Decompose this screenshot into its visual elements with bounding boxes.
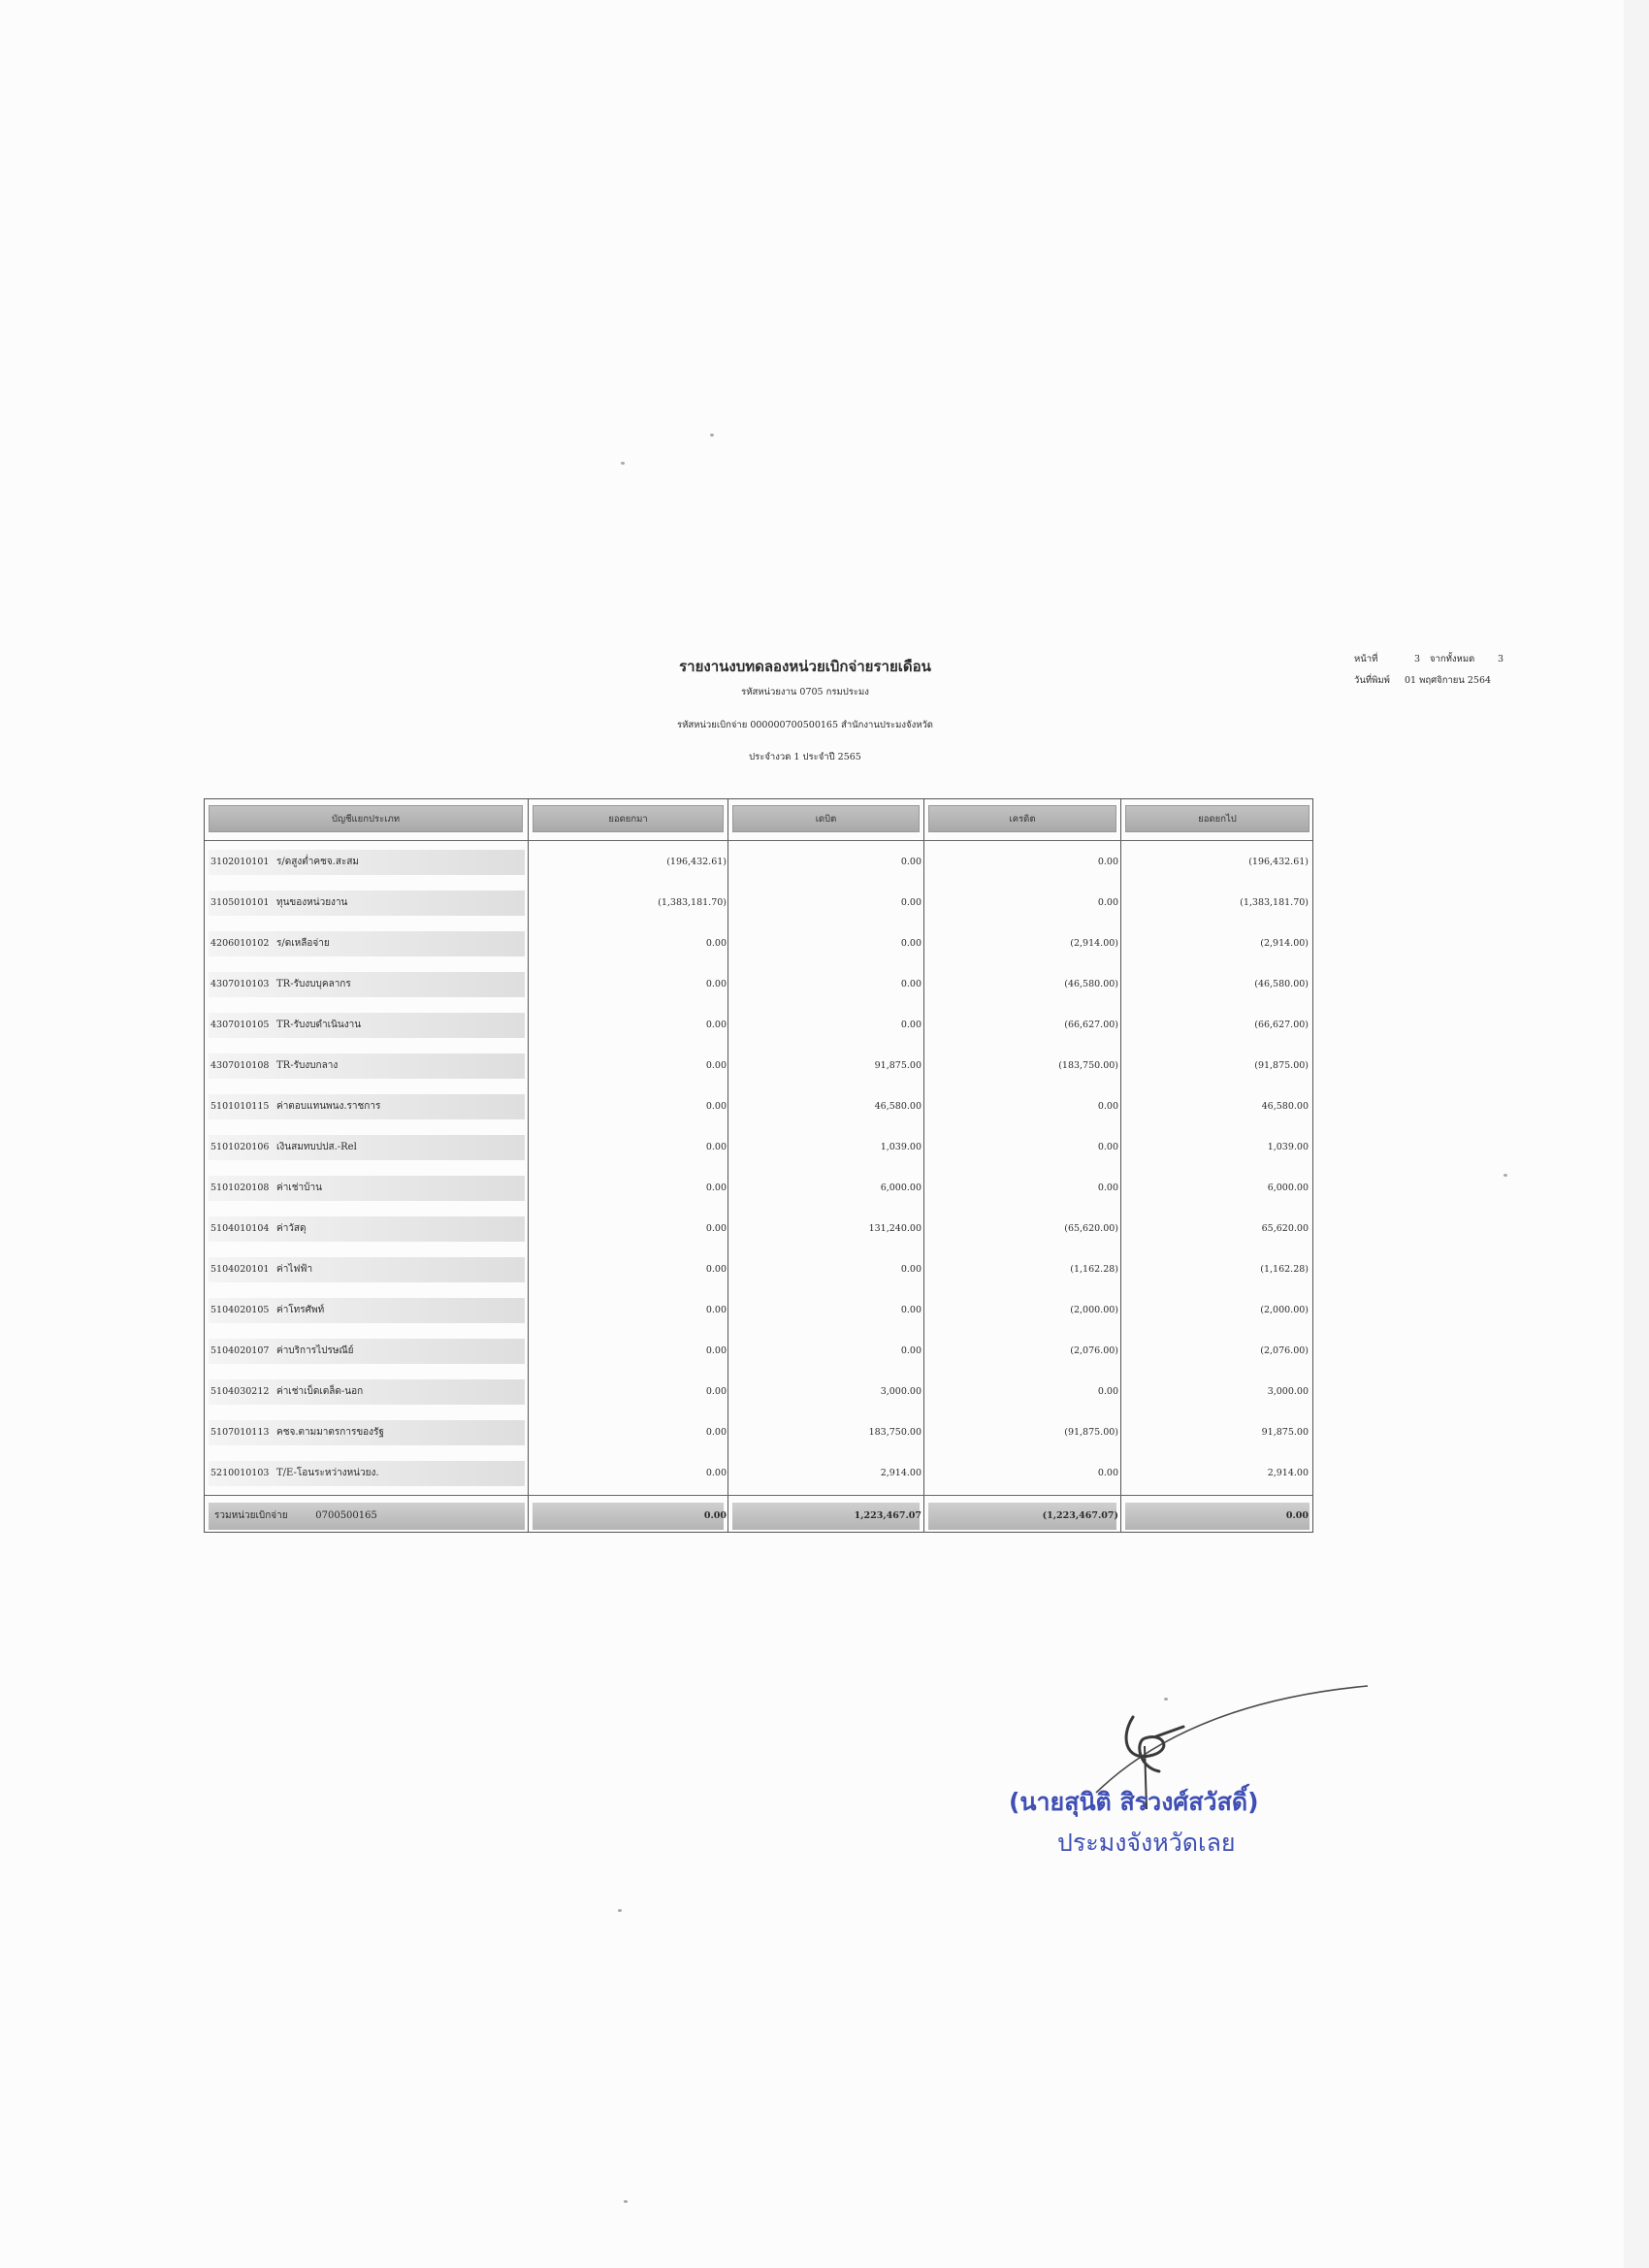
debit-value: 0.00 [900,1345,922,1356]
account-code: 5104020105 [210,1305,270,1315]
debit-value: 0.00 [900,1264,922,1275]
account-code: 5104020101 [210,1264,270,1275]
of-label: จากทั้งหมด [1430,654,1475,664]
table-row [205,1011,1312,1040]
column-header-opening: ยอดยกมา [533,805,724,832]
total-unit-code: 0700500165 [315,1510,377,1521]
opening-value: 0.00 [705,1183,727,1193]
opening-value: (196,432.61) [666,857,727,867]
closing-value: 6,000.00 [1267,1183,1309,1193]
column-header-debit: เดบิต [732,805,920,832]
credit-value: 0.00 [1097,1386,1118,1397]
closing-value: (196,432.61) [1248,857,1309,867]
account-name: ค่าวัสดุ [276,1223,307,1234]
account-name: ค่าเช่าเบ็ดเตล็ด-นอก [276,1386,364,1397]
signer-name: (นายสุนิติ สิรวงศ์สวัสดิ์) [1009,1788,1259,1816]
opening-value: 0.00 [705,1386,727,1397]
table-row [205,970,1312,999]
column-header-closing: ยอดยกไป [1125,805,1310,832]
total-pages: 3 [1497,654,1504,664]
credit-value: (183,750.00) [1058,1060,1118,1071]
page-label: หน้าที่ [1354,654,1378,664]
credit-value: 0.00 [1097,1101,1118,1112]
debit-value: 2,914.00 [880,1468,922,1478]
credit-value: 0.00 [1097,1468,1118,1478]
print-date-info [1354,673,1491,688]
account-name: T/E-โอนระหว่างหน่วยง. [276,1468,379,1478]
credit-value: (46,580.00) [1064,979,1118,989]
opening-value: 0.00 [705,1427,727,1438]
account-code: 5101020106 [210,1142,270,1152]
total-closing: 0.00 [1285,1510,1309,1521]
closing-value: 65,620.00 [1261,1223,1309,1234]
closing-value: 1,039.00 [1267,1142,1309,1152]
closing-value: (46,580.00) [1254,979,1309,989]
scan-speck [618,1909,622,1912]
opening-value: 0.00 [705,1223,727,1234]
print-date-label: วันที่พิมพ์ [1354,675,1390,686]
opening-value: 0.00 [705,1264,727,1275]
debit-value: 0.00 [900,857,922,867]
debit-value: 131,240.00 [868,1223,922,1234]
credit-value: (2,914.00) [1070,938,1118,949]
credit-value: (66,627.00) [1064,1020,1118,1030]
account-name: ค่าเช่าบ้าน [276,1183,322,1193]
table-row [205,1174,1312,1203]
closing-value: 3,000.00 [1267,1386,1309,1397]
closing-value: (1,383,181.70) [1240,897,1309,908]
closing-value: (1,162.28) [1260,1264,1309,1275]
table-row [205,1459,1312,1488]
debit-value: 0.00 [900,1305,922,1315]
account-name: คชจ.ตามมาตรการของรัฐ [276,1427,384,1438]
total-label-text: รวมหน่วยเบิกจ่าย [214,1510,288,1521]
account-code: 4307010103 [210,979,270,989]
account-code: 4307010108 [210,1060,270,1071]
scan-speck [624,2200,628,2203]
closing-value: (66,627.00) [1254,1020,1309,1030]
table-row [205,929,1312,958]
total-divider [205,1495,1312,1496]
table-row [205,1377,1312,1407]
opening-value: 0.00 [705,1142,727,1152]
credit-value: 0.00 [1097,1183,1118,1193]
opening-value: 0.00 [705,979,727,989]
debit-value: 0.00 [900,1020,922,1030]
closing-value: 91,875.00 [1261,1427,1309,1438]
opening-value: 0.00 [705,938,727,949]
total-credit: (1,223,467.07) [1042,1510,1118,1521]
column-header-account: บัญชีแยกประเภท [209,805,523,832]
period-line: ประจำงวด 1 ประจำปี 2565 [749,752,861,762]
table-row [205,1418,1312,1447]
table-row [205,848,1312,877]
table-row [205,1215,1312,1244]
closing-value: (2,914.00) [1260,938,1309,949]
account-code: 4307010105 [210,1020,270,1030]
table-row [205,1337,1312,1366]
table-row [205,1133,1312,1162]
closing-value: 46,580.00 [1261,1101,1309,1112]
credit-value: (1,162.28) [1070,1264,1118,1275]
report-title: รายงานงบทดลองหน่วยเบิกจ่ายรายเดือน [679,658,931,675]
account-name: ทุนของหน่วยงาน [276,897,348,908]
account-name: TR-รับงบกลาง [276,1060,339,1071]
table-row [205,1255,1312,1284]
page-number: 3 [1413,654,1421,664]
account-name: TR-รับงบดำเนินงาน [276,1020,362,1030]
table-row [205,1052,1312,1081]
debit-value: 3,000.00 [880,1386,922,1397]
opening-value: 0.00 [705,1345,727,1356]
debit-value: 0.00 [900,938,922,949]
opening-value: 0.00 [705,1468,727,1478]
opening-value: 0.00 [705,1060,727,1071]
closing-value: (2,000.00) [1260,1305,1309,1315]
total-debit: 1,223,467.07 [854,1510,922,1521]
total-row [205,1500,1312,1529]
account-code: 5101020108 [210,1183,270,1193]
debit-value: 183,750.00 [868,1427,922,1438]
debit-value: 1,039.00 [880,1142,922,1152]
account-name: ร/ดเหลือจ่าย [276,938,330,949]
closing-value: 2,914.00 [1267,1468,1309,1478]
closing-value: (2,076.00) [1260,1345,1309,1356]
total-label [214,1500,377,1533]
scan-speck [710,434,714,437]
page-info [1354,652,1513,666]
credit-value: (91,875.00) [1064,1427,1118,1438]
credit-value: 0.00 [1097,1142,1118,1152]
account-code: 5104010104 [210,1223,270,1234]
table-row [205,1092,1312,1121]
closing-value: (91,875.00) [1254,1060,1309,1071]
trial-balance-table [204,798,1313,1533]
account-code: 5104020107 [210,1345,270,1356]
agency-line: รหัสหน่วยงาน 0705 กรมประมง [741,687,869,697]
account-code: 4206010102 [210,938,270,949]
account-code: 5210010103 [210,1468,270,1478]
scan-speck [1504,1174,1507,1177]
page-edge-shadow [1624,0,1649,2268]
account-code: 5101010115 [210,1101,270,1112]
signer-title: ประมงจังหวัดเลย [1057,1829,1236,1857]
table-row [205,889,1312,918]
opening-value: (1,383,181.70) [658,897,727,908]
credit-value: (2,076.00) [1070,1345,1118,1356]
table-row [205,1296,1312,1325]
account-name: ร/ดสูงต่ำคชจ.สะสม [276,857,360,867]
credit-value: (2,000.00) [1070,1305,1118,1315]
column-header-credit: เครดิต [928,805,1116,832]
credit-value: 0.00 [1097,897,1118,908]
debit-value: 0.00 [900,897,922,908]
credit-value: 0.00 [1097,857,1118,867]
account-code: 3105010101 [210,897,270,908]
debit-value: 6,000.00 [880,1183,922,1193]
total-opening: 0.00 [703,1510,727,1521]
account-name: TR-รับงบบุคลากร [276,979,351,989]
debit-value: 91,875.00 [874,1060,922,1071]
opening-value: 0.00 [705,1305,727,1315]
unit-line: รหัสหน่วยเบิกจ่าย 000000700500165 สำนักงานประมงจังหวัด [677,720,933,730]
scan-speck [621,462,625,465]
credit-value: (65,620.00) [1064,1223,1118,1234]
account-code: 5107010113 [210,1427,270,1438]
account-name: ค่าตอบแทนพนง.ราชการ [276,1101,381,1112]
account-code: 5104030212 [210,1386,270,1397]
debit-value: 0.00 [900,979,922,989]
header-divider [205,840,1312,841]
account-name: ค่าไฟฟ้า [276,1264,313,1275]
account-name: ค่าบริการไปรษณีย์ [276,1345,354,1356]
print-date: 01 พฤศจิกายน 2564 [1405,675,1492,686]
account-name: ค่าโทรศัพท์ [276,1305,325,1315]
opening-value: 0.00 [705,1101,727,1112]
opening-value: 0.00 [705,1020,727,1030]
debit-value: 46,580.00 [874,1101,922,1112]
account-code: 3102010101 [210,857,270,867]
account-name: เงินสมทบปปส.-Rel [276,1142,357,1152]
